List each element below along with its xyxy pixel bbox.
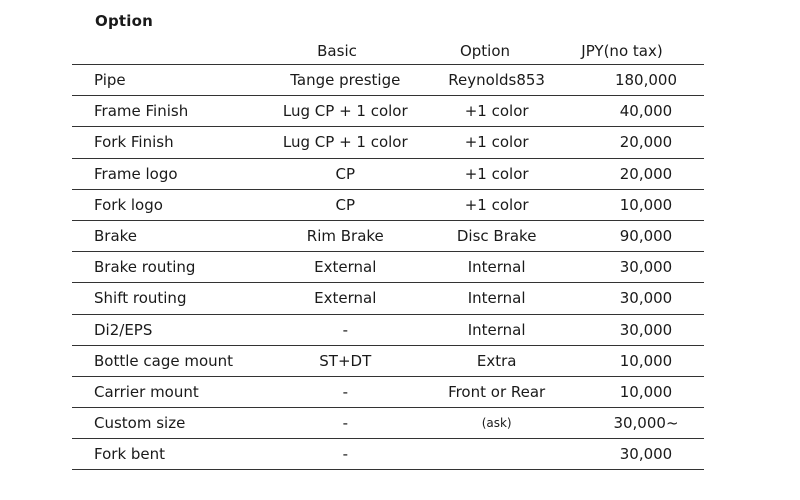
option-cell: Internal [429, 283, 564, 314]
option-cell: Internal [429, 314, 564, 345]
basic-cell: CP [261, 158, 429, 189]
basic-cell: - [261, 408, 429, 439]
price-cell: 180,000 [564, 65, 704, 96]
item-cell: Fork Finish [72, 127, 261, 158]
price-cell: 30,000 [564, 252, 704, 283]
table-row [72, 189, 704, 220]
item-cell: Di2/EPS [72, 314, 261, 345]
header-basic: Basic [317, 42, 357, 60]
price-cell: 40,000 [564, 96, 704, 127]
option-cell [429, 439, 564, 470]
table-row [72, 314, 704, 345]
table-row [72, 65, 704, 96]
basic-cell: Lug CP + 1 color [261, 96, 429, 127]
option-cell: Internal [429, 252, 564, 283]
option-cell: Extra [429, 345, 564, 376]
price-cell: 30,000~ [564, 408, 704, 439]
item-cell: Fork bent [72, 439, 261, 470]
price-cell: 30,000 [564, 314, 704, 345]
table-row [72, 283, 704, 314]
option-cell: +1 color [429, 127, 564, 158]
basic-cell: External [261, 252, 429, 283]
option-cell: +1 color [429, 189, 564, 220]
price-cell: 90,000 [564, 220, 704, 251]
item-cell: Frame logo [72, 158, 261, 189]
option-cell: +1 color [429, 158, 564, 189]
table-row [72, 439, 704, 470]
table-row [72, 158, 704, 189]
basic-cell: - [261, 439, 429, 470]
item-cell: Shift routing [72, 283, 261, 314]
page-title: Option [95, 12, 153, 30]
basic-cell: - [261, 314, 429, 345]
table-row [72, 127, 704, 158]
price-cell: 20,000 [564, 127, 704, 158]
basic-cell: CP [261, 189, 429, 220]
option-cell: +1 color [429, 96, 564, 127]
basic-cell: Tange prestige [261, 65, 429, 96]
header-price: JPY(no tax) [581, 42, 663, 60]
basic-cell: Rim Brake [261, 220, 429, 251]
basic-cell: Lug CP + 1 color [261, 127, 429, 158]
option-cell: Disc Brake [429, 220, 564, 251]
option-cell: (ask) [429, 408, 564, 439]
item-cell: Brake [72, 220, 261, 251]
basic-cell: ST+DT [261, 345, 429, 376]
option-table-body [72, 65, 704, 470]
price-cell: 10,000 [564, 345, 704, 376]
price-cell: 10,000 [564, 376, 704, 407]
item-cell: Bottle cage mount [72, 345, 261, 376]
table-row [72, 345, 704, 376]
item-cell: Fork logo [72, 189, 261, 220]
basic-cell: External [261, 283, 429, 314]
item-cell: Brake routing [72, 252, 261, 283]
table-row [72, 408, 704, 439]
table-row [72, 220, 704, 251]
price-cell: 30,000 [564, 283, 704, 314]
item-cell: Carrier mount [72, 376, 261, 407]
table-row [72, 96, 704, 127]
price-cell: 30,000 [564, 439, 704, 470]
table-row [72, 252, 704, 283]
basic-cell: - [261, 376, 429, 407]
price-cell: 10,000 [564, 189, 704, 220]
item-cell: Frame Finish [72, 96, 261, 127]
table-row [72, 376, 704, 407]
option-cell: Front or Rear [429, 376, 564, 407]
column-headers [72, 42, 704, 64]
option-cell: Reynolds853 [429, 65, 564, 96]
item-cell: Custom size [72, 408, 261, 439]
option-table [72, 64, 704, 470]
header-option: Option [459, 42, 511, 60]
item-cell: Pipe [72, 65, 261, 96]
price-cell: 20,000 [564, 158, 704, 189]
